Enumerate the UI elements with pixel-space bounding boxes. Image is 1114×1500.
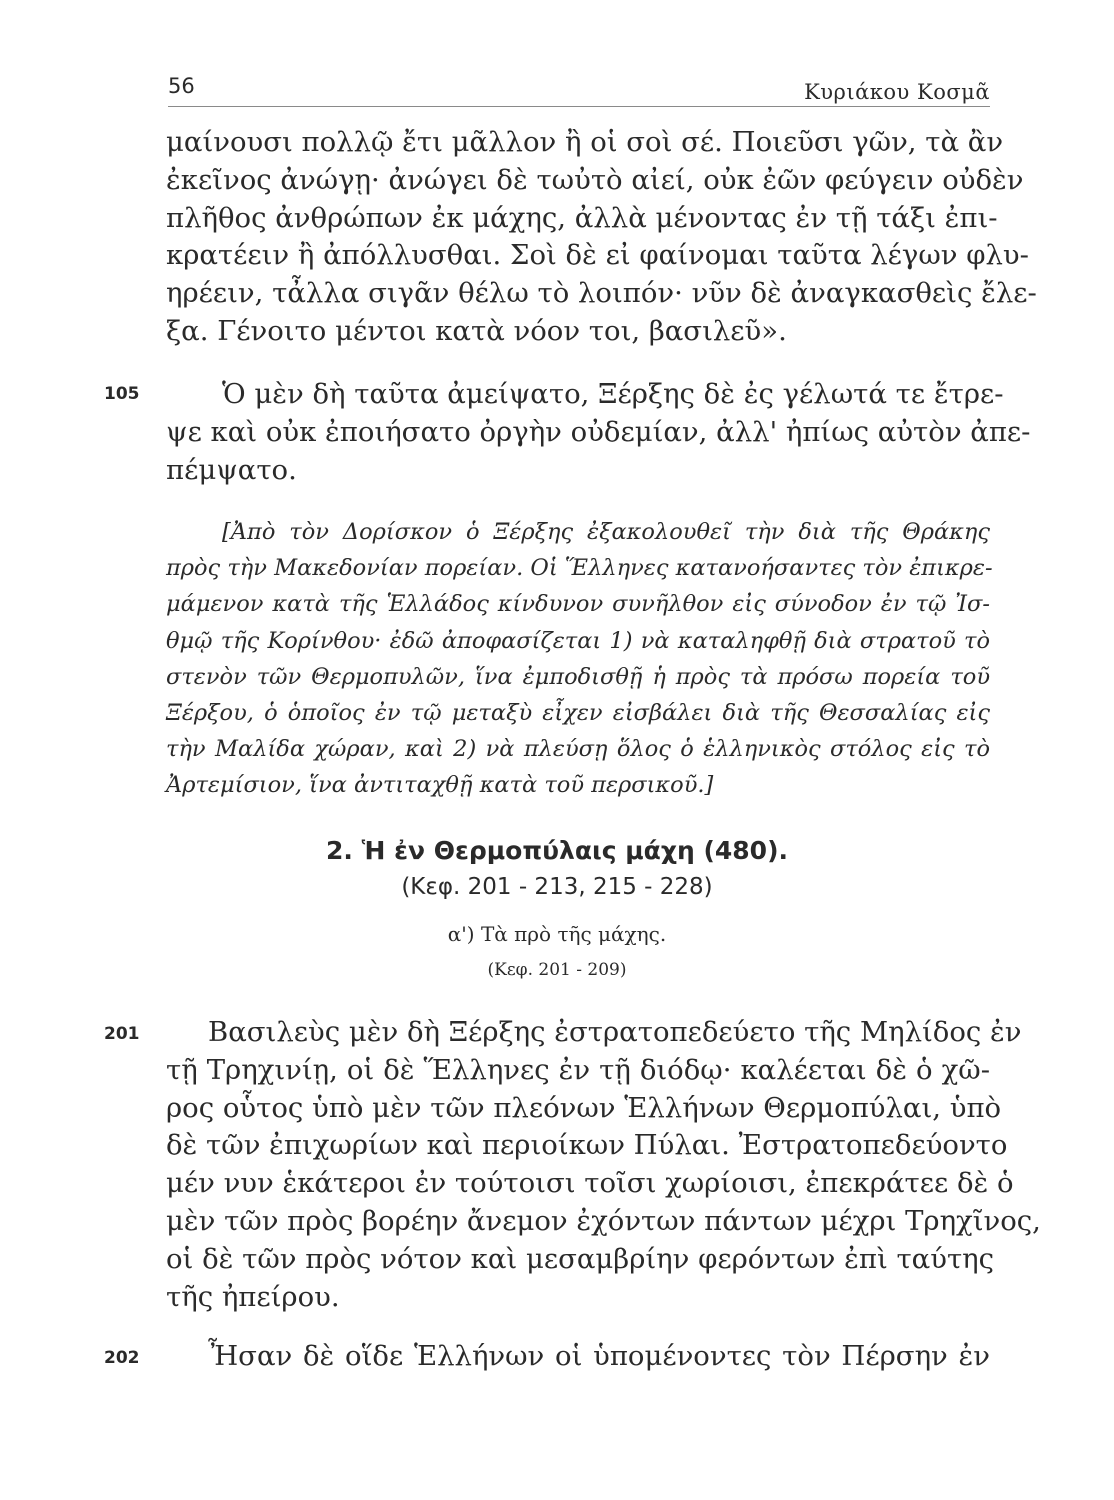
text-line: Βασιλεὺς μὲν δὴ Ξέρξης ἐστρατοπεδεύετο τῆς Μηλίδος ἐν (208, 1016, 1022, 1048)
paragraph-105 (166, 376, 1031, 489)
summary-line: στενὸν τῶν Θερμοπυλῶν, ἵνα ἐμποδισθῇ ἡ πρὸς τὰ πρόσω πορεία τοῦ (166, 663, 990, 690)
editorial-summary (166, 514, 993, 804)
paragraph-speech-end (166, 124, 1037, 351)
subsection-title: α') Τὰ πρὸ τῆς μάχης. (447, 922, 667, 946)
margin-number-201: 201 (104, 1024, 140, 1044)
summary-line: τὴν Μαλίδα χώραν, καὶ 2) νὰ πλεύσῃ ὅλος ὁ ἑλληνικὸς στόλος εἰς τὸ (166, 736, 990, 763)
paragraph-202 (166, 1338, 990, 1376)
text-line: Ὁ μὲν δὴ ταῦτα ἀμείψατο, Ξέρξης δὲ ἐς γέλωτά τε ἔτρε- (222, 378, 1004, 410)
text-line: ξα. Γένοιτο μέντοι κατὰ νόον τοι, βασιλεῦ». (166, 314, 787, 347)
text-line: δὲ τῶν ἐπιχωρίων καὶ περιοίκων Πύλαι. Ἐστρατοπεδεύοντο (166, 1129, 1008, 1162)
text-line: πέμψατο. (166, 453, 297, 486)
running-head: Κυριάκου Κοσμᾶ (804, 80, 990, 104)
page-header (168, 68, 990, 107)
text-line: ἐκεῖνος ἀνώγῃ· ἀνώγει δὲ τωὐτὸ αἰεί, οὐκ ἐῶν φεύγειν οὐδὲν (166, 163, 1024, 196)
text-line: ψε καὶ οὐκ ἐποιήσατο ὀργὴν οὐδεμίαν, ἀλλ' ἠπίως αὐτὸν ἀπε- (166, 415, 1031, 448)
summary-line: Ξέρξου, ὁ ὁποῖος ἐν τῷ μεταξὺ εἶχεν εἰσβάλει διὰ τῆς Θεσσαλίας εἰς (166, 700, 990, 727)
text-line: τῇ Τρηχινίῃ, οἱ δὲ Ἕλληνες ἐν τῇ διόδῳ· καλέεται δὲ ὁ χῶ- (166, 1053, 990, 1086)
summary-line: [Ἀπὸ τὸν Δορίσκον ὁ Ξέρξης ἐξακολουθεῖ τὴν διὰ τῆς Θράκης (222, 519, 990, 545)
summary-line: θμῷ τῆς Κορίνθου· ἐδῶ ἀποφασίζεται 1) νὰ καταληφθῇ διὰ στρατοῦ τὸ (166, 627, 990, 654)
section-title: 2. Ἡ ἐν Θερμοπύλαις μάχη (480). (325, 836, 788, 865)
text-line: μὲν τῶν πρὸς βορέην ἄνεμον ἐχόντων πάντων μέχρι Τρηχῖνος, (166, 1204, 1041, 1237)
page-number: 56 (168, 74, 195, 98)
summary-line: Ἀρτεμίσιον, ἵνα ἀντιταχθῇ κατὰ τοῦ περσικοῦ.] (166, 772, 714, 799)
margin-number-202: 202 (104, 1348, 140, 1368)
subsection-reference: (Κεφ. 201 - 209) (487, 960, 627, 980)
text-line: οἱ δὲ τῶν πρὸς νότον καὶ μεσαμβρίην φερόντων ἐπὶ ταύτης (166, 1242, 995, 1275)
text-line: τῆς ἠπείρου. (166, 1280, 340, 1313)
text-line: μέν νυν ἑκάτεροι ἐν τούτοισι τοῖσι χωρίοισι, ἐπεκράτεε δὲ ὁ (166, 1167, 1014, 1200)
section-reference: (Κεφ. 201 - 213, 215 - 228) (401, 874, 713, 900)
text-line: Ἦσαν δὲ οἵδε Ἑλλήνων οἱ ὑπομένοντες τὸν Πέρσην ἐν (208, 1340, 990, 1372)
margin-number-105: 105 (104, 384, 140, 404)
paragraph-201 (166, 1014, 1041, 1316)
text-line: ηρέειν, τἆλλα σιγᾶν θέλω τὸ λοιπόν· νῦν δὲ ἀναγκασθεὶς ἔλε- (166, 277, 1037, 310)
summary-line: πρὸς τὴν Μακεδονίαν πορείαν. Οἱ Ἕλληνες κατανοήσαντες τὸν ἐπικρε- (166, 555, 993, 582)
text-line: μαίνουσι πολλῷ ἔτι μᾶλλον ἢ οἱ σοὶ σέ. Ποιεῦσι γῶν, τὰ ἂν (166, 126, 1004, 158)
text-line: ρος οὗτος ὑπὸ μὲν τῶν πλεόνων Ἑλλήνων Θερμοπύλαι, ὑπὸ (166, 1091, 1002, 1124)
text-line: πλῆθος ἀνθρώπων ἐκ μάχης, ἀλλὰ μένοντας ἐν τῇ τάξι ἐπι- (166, 201, 998, 234)
text-line: κρατέειν ἢ ἀπόλλυσθαι. Σοὶ δὲ εἰ φαίνομαι ταῦτα λέγων φλυ- (166, 239, 1029, 272)
summary-line: μάμενον κατὰ τῆς Ἑλλάδος κίνδυνον συνῆλθον εἰς σύνοδον ἐν τῷ Ἰσ- (166, 591, 990, 618)
